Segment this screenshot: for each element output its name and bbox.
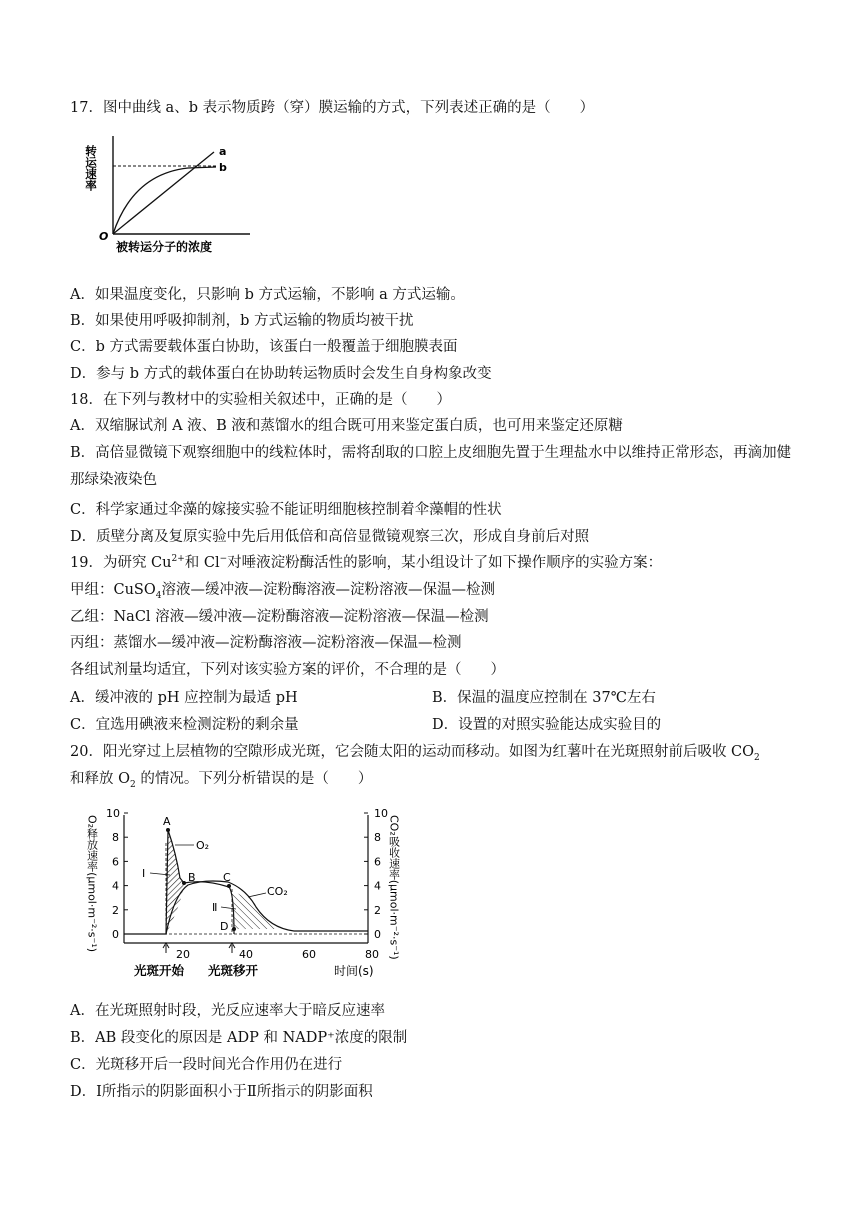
o2-label: O₂ <box>196 839 210 852</box>
right-tick-label: 8 <box>374 831 381 845</box>
x-tick-label: 60 <box>302 948 316 961</box>
point-d: D <box>220 920 229 933</box>
q19-stem: 19．为研究 $Cu^{2+}$和 Cl−对唾液淀粉酶活性的影响，某小组设计了如下操作顺序的实验方案： <box>70 554 663 571</box>
label-spot-move: 光斑移开 <box>208 963 259 978</box>
q17-option-c: C．b 方式需要载体蛋白协助，该蛋白一般覆盖于细胞膜表面 <box>70 339 458 355</box>
right-axis-title: CO₂吸收速率(μmol·m⁻²·s⁻¹) <box>387 815 401 960</box>
right-tick-label: 4 <box>374 879 381 893</box>
x-unit-label: 时间(s) <box>334 964 374 978</box>
q17-option-b: B．如果使用呼吸抑制剂，b 方式运输的物质均被干扰 <box>70 313 414 329</box>
q19-option-d: D．设置的对照实验能达成实验目的 <box>432 717 662 733</box>
left-tick-label: 0 <box>112 928 119 941</box>
left-tick-label: 10 <box>106 807 120 820</box>
region-i-shade <box>166 830 184 934</box>
q19-note: 各组试剂量均适宜，下列对该实验方案的评价，不合理的是（ ） <box>70 662 505 678</box>
right-tick-label: 10 <box>374 807 388 820</box>
q19-group-jia: 甲组：CuSO$_4$溶液—缓冲液—淀粉酶溶液—淀粉溶液—保温—检测 <box>70 582 495 601</box>
q17-ylabel: 转运速率 <box>84 145 98 191</box>
right-tick-label: 0 <box>374 928 381 941</box>
curve-a <box>113 152 214 234</box>
q18-option-d: D．质壁分离及复原实验中先后用低倍和高倍显微镜观察三次，形成自身前后对照 <box>70 529 590 545</box>
curve-a-label: a <box>219 145 227 158</box>
origin-label: O <box>99 230 109 243</box>
q20-option-c: C．光斑移开后一段时间光合作用仍在进行 <box>70 1057 343 1073</box>
left-axis-title: O₂释放速率(μmol·m⁻²·s⁻¹) <box>85 815 99 953</box>
right-tick-label: 2 <box>374 903 381 917</box>
q18-option-c: C．科学家通过伞藻的嫁接实验不能证明细胞核控制着伞藻帽的性状 <box>70 502 502 518</box>
point-a: A <box>163 815 171 828</box>
co2-label: CO₂ <box>267 885 288 898</box>
q17-stem: 17．图中曲线 a、b 表示物质跨（穿）膜运输的方式，下列表述正确的是（ ） <box>70 100 595 116</box>
left-tick-label: 2 <box>112 903 119 917</box>
q19-option-b: B．保温的温度应控制在 37℃左右 <box>432 690 656 706</box>
q17-figure <box>84 128 258 256</box>
left-tick-label: 6 <box>112 855 119 869</box>
q17-option-a: A．如果温度变化，只影响 b 方式运输，不影响 a 方式运输。 <box>70 287 465 303</box>
q19-option-c: C．宜选用碘液来检测淀粉的剩余量 <box>70 717 299 733</box>
region-i-label: Ⅰ <box>142 867 146 880</box>
curve-b-label: b <box>219 161 227 174</box>
q17-xlabel: 被转运分子的浓度 <box>116 240 213 254</box>
x-tick-label: 80 <box>365 948 379 961</box>
q20-stem-line1: 20．阳光穿过上层植物的空隙形成光斑，它会随太阳的运动而移动。如图为红薯叶在光斑照射前后吸收 $CO_2$ <box>70 744 760 763</box>
curve-b <box>113 167 216 234</box>
q17-option-d: D．参与 b 方式的载体蛋白在协助转运物质时会发生自身构象改变 <box>70 366 492 382</box>
q19-group-yi: 乙组：NaCl 溶液—缓冲液—淀粉酶溶液—淀粉溶液—保温—检测 <box>70 609 489 625</box>
q19-option-a: A．缓冲液的 pH 应控制为最适 pH <box>70 690 298 706</box>
q18-option-b: B．高倍显微镜下观察细胞中的线粒体时，需将刮取的口腔上皮细胞先置于生理盐水中以维持正常形态，再滴加健那绿染液染色 <box>70 445 792 488</box>
q20-option-a: A．在光斑照射时段，光反应速率大于暗反应速率 <box>70 1003 385 1019</box>
region-ii-label: Ⅱ <box>212 901 218 914</box>
right-tick-label: 6 <box>374 855 381 869</box>
q20-figure <box>84 803 414 983</box>
q20-option-b: B．AB 段变化的原因是 ADP 和 NADP⁺浓度的限制 <box>70 1030 408 1046</box>
q18-option-a: A．双缩脲试剂 A 液、B 液和蒸馏水的组合既可用来鉴定蛋白质，也可用来鉴定还原糖 <box>70 418 623 434</box>
label-spot-start: 光斑开始 <box>134 963 185 978</box>
q19-group-bing: 丙组：蒸馏水—缓冲液—淀粉酶溶液—淀粉溶液—保温—检测 <box>70 635 462 651</box>
q20-stem-line2: 和释放 $O_2$ 的情况。下列分析错误的是（ ） <box>70 771 373 790</box>
left-tick-label: 4 <box>112 879 119 893</box>
x-tick-label: 20 <box>176 948 190 961</box>
left-tick-label: 8 <box>112 831 119 845</box>
q20-option-d: D．Ⅰ所指示的阴影面积小于Ⅱ所指示的阴影面积 <box>70 1084 373 1100</box>
q18-stem: 18．在下列与教材中的实验相关叙述中，正确的是（ ） <box>70 392 451 408</box>
point-b: B <box>188 871 196 884</box>
x-tick-label: 40 <box>239 948 253 961</box>
point-c: C <box>223 871 231 884</box>
